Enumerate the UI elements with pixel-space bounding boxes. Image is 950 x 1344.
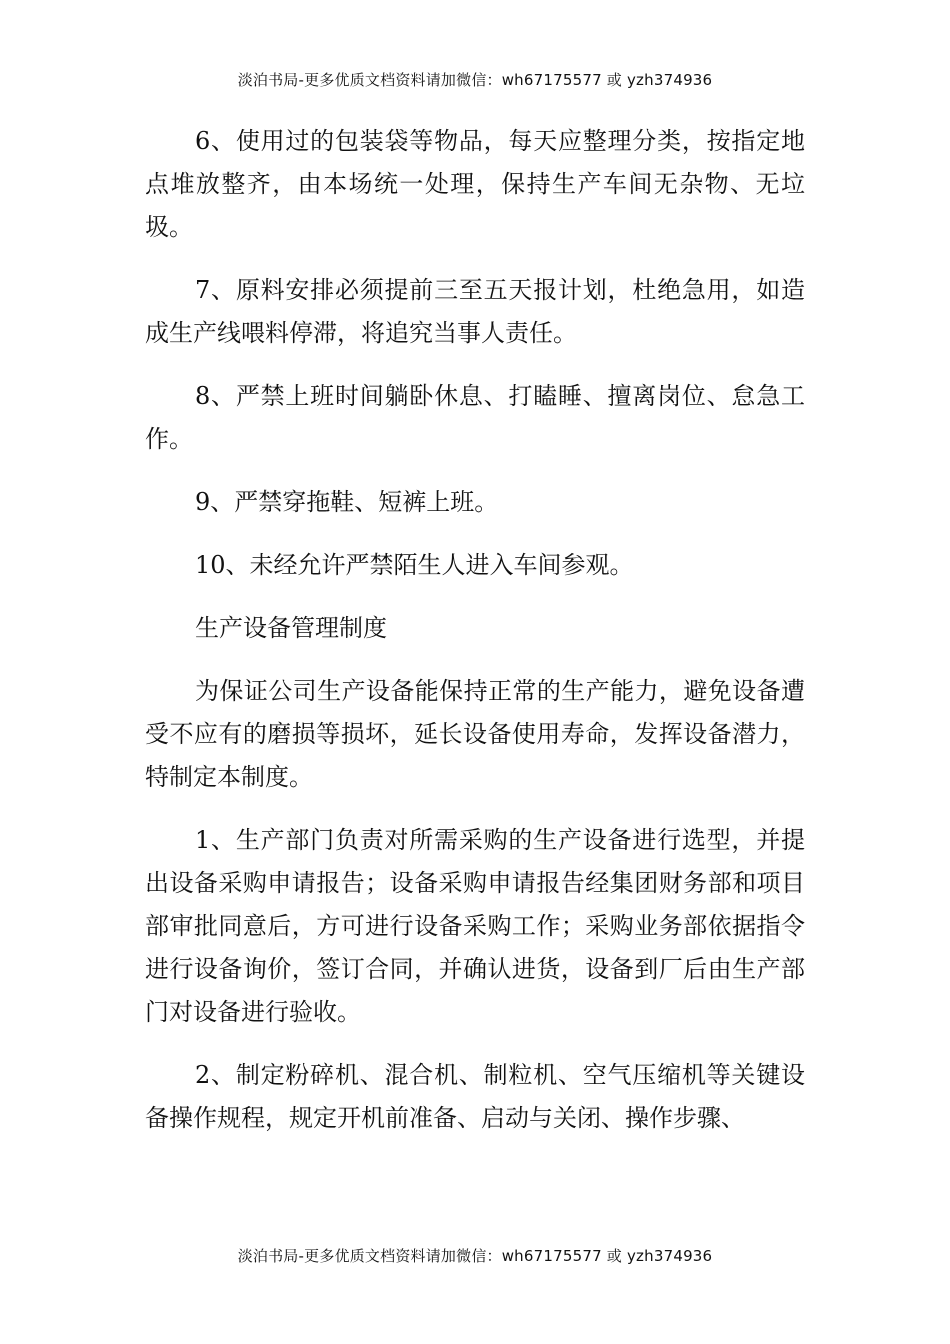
document-body bbox=[145, 120, 805, 1160]
page-header-watermark: 淡泊书局-更多优质文档资料请加微信：wh67175577 或 yzh374936 bbox=[237, 71, 713, 89]
page-footer-watermark: 淡泊书局-更多优质文档资料请加微信：wh67175577 或 yzh374936 bbox=[237, 1247, 713, 1265]
paragraph-equipment-1: 1、生产部门负责对所需采购的生产设备进行选型，并提出设备采购申请报告；设备采购申请报告经集团财务部和项目部审批同意后，方可进行设备采购工作；采购业务部依据指令进行设备询价，签订合同，并确认进货，设备到厂后由生产部门对设备进行验收。 bbox=[145, 826, 805, 1026]
paragraph-rule-7: 7、原料安排必须提前三至五天报计划，杜绝急用，如造成生产线喂料停滞，将追究当事人责任。 bbox=[145, 276, 805, 347]
paragraph-rule-6: 6、使用过的包装袋等物品，每天应整理分类，按指定地点堆放整齐，由本场统一处理，保持生产车间无杂物、无垃圾。 bbox=[145, 127, 805, 241]
paragraph-rule-8: 8、严禁上班时间躺卧休息、打瞌睡、擅离岗位、怠急工作。 bbox=[145, 382, 805, 453]
paragraph-intro: 为保证公司生产设备能保持正常的生产能力，避免设备遭受不应有的磨损等损坏，延长设备使用寿命，发挥设备潜力，特制定本制度。 bbox=[145, 677, 805, 791]
section-heading: 生产设备管理制度 bbox=[195, 614, 387, 642]
paragraph-rule-9: 9、严禁穿拖鞋、短裤上班。 bbox=[195, 488, 499, 516]
paragraph-rule-10: 10、未经允许严禁陌生人进入车间参观。 bbox=[195, 551, 634, 579]
paragraph-equipment-2: 2、制定粉碎机、混合机、制粒机、空气压缩机等关键设备操作规程，规定开机前准备、启动与关闭、操作步骤、 bbox=[145, 1061, 805, 1132]
